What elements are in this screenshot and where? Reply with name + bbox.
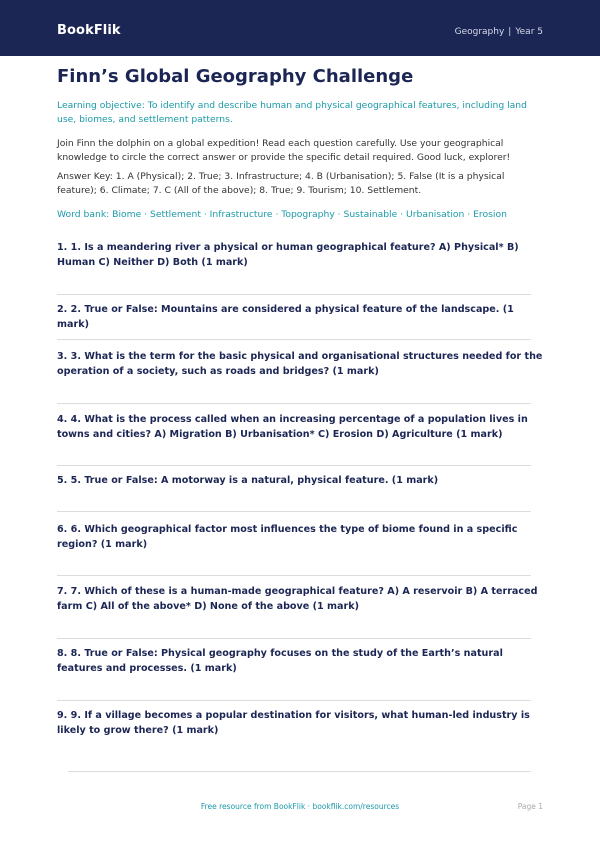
page-title: Finn’s Global Geography Challenge [57, 66, 414, 87]
answer-line-4[interactable] [57, 465, 531, 466]
header-bar [0, 0, 600, 56]
question-7: 7. 7. Which of these is a human-made geographical feature? A) A reservoir B) A terraced farm C) All of the above* D) None of the above (1 mark) [57, 586, 538, 612]
answer-key: Answer Key: 1. A (Physical); 2. True; 3. Infrastructure; 4. B (Urbanisation); 5. False (It is a physical feature); 6. Climate; 7. C (All of the above); 8. True; 9. Tourism; 10. Settlement. [57, 171, 505, 196]
question-2: 2. 2. True or False: Mountains are considered a physical feature of the landscape. (1 mark) [57, 304, 514, 330]
answer-line-2[interactable] [57, 339, 531, 340]
footer-credit[interactable]: Free resource from BookFlik · bookflik.com/resources [200, 802, 400, 811]
year-label: Year 5 [515, 27, 543, 37]
answer-line-7[interactable] [57, 638, 531, 639]
answer-line-8[interactable] [57, 700, 531, 701]
header-meta [455, 27, 543, 37]
answer-line-3[interactable] [57, 403, 531, 404]
subject-label: Geography [454, 27, 505, 37]
intro-text: Join Finn the dolphin on a global expedition! Read each question carefully. Use your geographical knowledge to circle the correct answer or provide the specific detail required. Good luck, explorer! [57, 138, 511, 163]
header-separator: | [508, 27, 512, 37]
question-8: 8. 8. True or False: Physical geography focuses on the study of the Earth’s natural features and processes. (1 mark) [57, 648, 503, 674]
learning-objective: Learning objective: To identify and describe human and physical geographical features, including land use, biomes, and settlement patterns. [57, 100, 527, 125]
question-3: 3. 3. What is the term for the basic physical and organisational structures needed for the operation of a society, such as roads and bridges? (1 mark) [57, 351, 543, 377]
word-bank: Word bank: Biome · Settlement · Infrastructure · Topography · Sustainable · Urbanisation · Erosion [57, 209, 507, 220]
question-5: 5. 5. True or False: A motorway is a natural, physical feature. (1 mark) [57, 475, 439, 486]
answer-line-1[interactable] [57, 294, 531, 295]
answer-line-6[interactable] [57, 575, 531, 576]
footer-divider [68, 771, 531, 772]
page-number: Page 1 [517, 802, 543, 811]
question-1: 1. 1. Is a meandering river a physical or human geographical feature? A) Physical* B) Human C) Neither D) Both (1 mark) [57, 242, 519, 268]
brand-logo[interactable]: BookFlik [57, 23, 121, 38]
answer-line-5[interactable] [57, 511, 531, 512]
question-9: 9. 9. If a village becomes a popular destination for visitors, what human-led industry is likely to grow there? (1 mark) [57, 710, 530, 736]
question-4: 4. 4. What is the process called when an increasing percentage of a population lives in towns and cities? A) Migration B) Urbanisation* C) Erosion D) Agriculture (1 mark) [57, 414, 528, 440]
question-6: 6. 6. Which geographical factor most influences the type of biome found in a specific region? (1 mark) [57, 524, 518, 550]
